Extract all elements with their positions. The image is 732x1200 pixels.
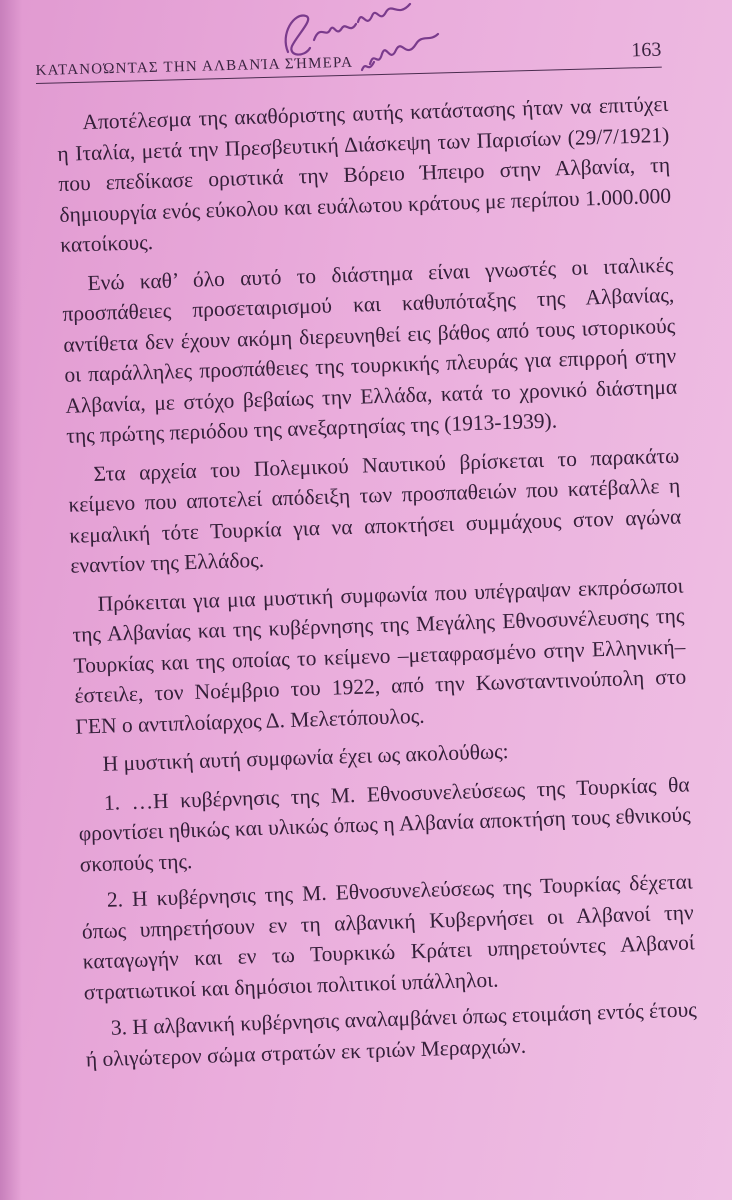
running-head-title: ΚΑΤΑΝΟΏΝΤΑΣ ΤΗΝ ΑΛΒΑΝΊΑ ΣΉΜΕΡΑ	[35, 54, 354, 80]
body-text	[56, 89, 698, 1081]
agreement-item: 2. Η κυβέρνησις της Μ. Εθνοσυνελεύσεως της Τουρκίας δέχεται όπως υπηρετήσουν εν τη αλβανική Κυβερνήσει οι Αλβανοί την καταγωγήν και εν τω Τουρκικώ Κράτει υπηρετούντες Αλβανοί στρατιωτικοί και δημόσιοι πολιτικοί υπάλληλοι.	[81, 869, 695, 1005]
agreement-item: 1. …Η κυβέρνησις της Μ. Εθνοσυνελεύσεως της Τουρκίας θα φροντίσει ηθικώς και υλικώς όπως η Αλβανία αποκτήση τους εθνικούς σκοπούς της.	[78, 771, 691, 877]
paragraph: Αποτέλεσμα της ακαθόριστης αυτής κατάστασης ήταν να επιτύχει η Ιταλία, μετά την Πρεσβευτική Διάσκεψη των Παρισίων (29/7/1921) που επεδίκασε οριστικά την Βόρειο Ήπειρο στην Αλβανία, τη δημιουργία ενός εύκολου και ευάλωτου κράτους με περίπου 1.000.000 κατοίκους.	[57, 91, 672, 257]
paragraph: Στα αρχεία του Πολεμικού Ναυτικού βρίσκεται το παρακάτω κείμενο που αποτελεί απόδειξη των προσπαθειών που κατέβαλλε η κεμαλική τότε Τουρκία για να αποκτήσει συμμάχους στον αγώνα εναντίον της Ελλάδος.	[68, 443, 682, 578]
agreement-item: 3. Η αλβανική κυβέρνησις αναλαμβάνει όπως ετοιμάση εντός έτους ή ολιγώτερον σώμα στρατών εκ τριών Μεραρχιών.	[85, 997, 698, 1072]
paragraph: Η μυστική αυτή συμφωνία έχει ως ακολούθως:	[102, 739, 509, 776]
page-header	[35, 28, 662, 84]
paragraph: Ενώ καθ’ όλο αυτό το διάστημα είναι γνωστές οι ιταλικές προσπάθειες προσεταιρισμού και καθυπόταξης της Αλβανίας, αντίθετα δεν έχουν ακόμη διερευνηθεί εις βάθος από τους ιστορικούς οι παράλληλες προσπάθειες της τουρκικής πλευράς για επιρροή στην Αλβανία, με στόχο βεβαίως την Ελλάδα, κατά το χρονικό διάστημα της πρώτης περιόδου της ανεξαρτησίας της (1913-1939).	[62, 252, 678, 448]
page-number: 163	[631, 38, 662, 62]
paragraph: Πρόκειται για μια μυστική συμφωνία που υπέγραψαν εκπρόσωποι της Αλβανίας και της κυβέρνησης της Μεγάλης Εθνοσυνέλευσης της Τουρκίας και της οποίας το κείμενο –μεταφρασμένο στην Ελληνική– έστειλε, τον Νοέμβριο του 1922, από την Κωνσταντινούπολη στο ΓΕΝ ο αντιπλοίαρχος Δ. Μελετόπουλος.	[72, 573, 687, 739]
